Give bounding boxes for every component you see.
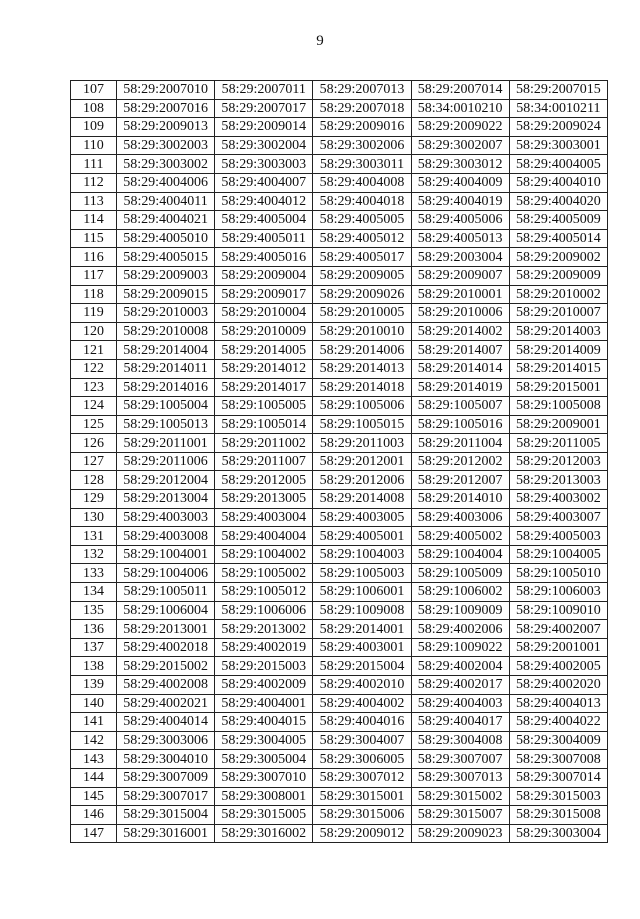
row-number-cell: 145	[71, 787, 117, 806]
cadastral-number-cell: 58:29:2015001	[509, 378, 607, 397]
cadastral-number-cell: 58:29:1004004	[411, 545, 509, 564]
row-number-cell: 113	[71, 192, 117, 211]
table-row	[71, 136, 608, 155]
cadastral-number-cell: 58:29:4003008	[117, 527, 215, 546]
row-number-cell: 109	[71, 118, 117, 137]
table-row	[71, 359, 608, 378]
table-row	[71, 787, 608, 806]
cadastral-number-cell: 58:29:1004005	[509, 545, 607, 564]
cadastral-number-cell: 58:29:2010001	[411, 285, 509, 304]
cadastral-number-cell: 58:29:1006002	[411, 583, 509, 602]
cadastral-number-cell: 58:29:4004006	[117, 173, 215, 192]
table-row	[71, 750, 608, 769]
cadastral-number-cell: 58:29:4004022	[509, 713, 607, 732]
row-number-cell: 127	[71, 452, 117, 471]
cadastral-number-cell: 58:29:2012001	[313, 452, 411, 471]
cadastral-number-cell: 58:29:1005008	[509, 397, 607, 416]
cadastral-number-cell: 58:29:2009023	[411, 824, 509, 843]
cadastral-number-cell: 58:29:2003004	[411, 248, 509, 267]
cadastral-numbers-table	[70, 80, 608, 843]
cadastral-number-cell: 58:29:4005016	[215, 248, 313, 267]
cadastral-number-cell: 58:29:3003004	[509, 824, 607, 843]
row-number-cell: 120	[71, 322, 117, 341]
table-row	[71, 341, 608, 360]
cadastral-number-cell: 58:29:4004020	[509, 192, 607, 211]
cadastral-number-cell: 58:29:3016001	[117, 824, 215, 843]
cadastral-number-cell: 58:29:2009013	[117, 118, 215, 137]
cadastral-number-cell: 58:29:2009016	[313, 118, 411, 137]
table-row	[71, 676, 608, 695]
cadastral-number-cell: 58:29:3003003	[215, 155, 313, 174]
cadastral-number-cell: 58:29:3003012	[411, 155, 509, 174]
cadastral-number-cell: 58:29:2009014	[215, 118, 313, 137]
cadastral-number-cell: 58:29:4004002	[313, 694, 411, 713]
cadastral-number-cell: 58:29:3015004	[117, 806, 215, 825]
cadastral-number-cell: 58:29:1009010	[509, 601, 607, 620]
cadastral-number-cell: 58:29:1005011	[117, 583, 215, 602]
cadastral-number-cell: 58:29:1006003	[509, 583, 607, 602]
cadastral-number-cell: 58:29:2015003	[215, 657, 313, 676]
table-row	[71, 81, 608, 100]
row-number-cell: 141	[71, 713, 117, 732]
row-number-cell: 117	[71, 266, 117, 285]
cadastral-number-cell: 58:29:2009024	[509, 118, 607, 137]
row-number-cell: 146	[71, 806, 117, 825]
cadastral-number-cell: 58:29:2011004	[411, 434, 509, 453]
cadastral-number-cell: 58:29:1004006	[117, 564, 215, 583]
cadastral-number-cell: 58:29:3003006	[117, 731, 215, 750]
cadastral-number-cell: 58:29:2014008	[313, 490, 411, 509]
cadastral-number-cell: 58:29:4004013	[509, 694, 607, 713]
cadastral-number-cell: 58:29:2010006	[411, 304, 509, 323]
cadastral-number-cell: 58:29:2012004	[117, 471, 215, 490]
cadastral-number-cell: 58:29:3004009	[509, 731, 607, 750]
row-number-cell: 107	[71, 81, 117, 100]
cadastral-number-cell: 58:29:4005006	[411, 211, 509, 230]
row-number-cell: 123	[71, 378, 117, 397]
row-number-cell: 114	[71, 211, 117, 230]
cadastral-number-cell: 58:29:3007010	[215, 768, 313, 787]
cadastral-number-cell: 58:29:2009005	[313, 266, 411, 285]
cadastral-number-cell: 58:29:2014019	[411, 378, 509, 397]
cadastral-number-cell: 58:29:2007010	[117, 81, 215, 100]
cadastral-number-cell: 58:29:1005012	[215, 583, 313, 602]
cadastral-number-cell: 58:29:3007008	[509, 750, 607, 769]
table-row	[71, 471, 608, 490]
cadastral-number-cell: 58:29:2014018	[313, 378, 411, 397]
table-row	[71, 118, 608, 137]
table-row	[71, 731, 608, 750]
cadastral-number-cell: 58:29:4002006	[411, 620, 509, 639]
cadastral-number-cell: 58:29:2014013	[313, 359, 411, 378]
table-row	[71, 415, 608, 434]
cadastral-number-cell: 58:29:1005009	[411, 564, 509, 583]
cadastral-number-cell: 58:29:4002008	[117, 676, 215, 695]
row-number-cell: 134	[71, 583, 117, 602]
cadastral-number-cell: 58:29:4003006	[411, 508, 509, 527]
cadastral-number-cell: 58:29:4004012	[215, 192, 313, 211]
row-number-cell: 118	[71, 285, 117, 304]
row-number-cell: 131	[71, 527, 117, 546]
cadastral-number-cell: 58:29:4005013	[411, 229, 509, 248]
cadastral-number-cell: 58:29:2014006	[313, 341, 411, 360]
row-number-cell: 135	[71, 601, 117, 620]
cadastral-number-cell: 58:29:4003007	[509, 508, 607, 527]
table-row	[71, 713, 608, 732]
cadastral-number-cell: 58:29:2007014	[411, 81, 509, 100]
cadastral-number-cell: 58:29:2013004	[117, 490, 215, 509]
table-row	[71, 564, 608, 583]
cadastral-number-cell: 58:29:2011005	[509, 434, 607, 453]
cadastral-number-cell: 58:29:2007013	[313, 81, 411, 100]
cadastral-number-cell: 58:29:4002005	[509, 657, 607, 676]
table-row	[71, 266, 608, 285]
table-row	[71, 304, 608, 323]
cadastral-number-cell: 58:29:4005004	[215, 211, 313, 230]
cadastral-number-cell: 58:29:2010007	[509, 304, 607, 323]
cadastral-number-cell: 58:29:3015002	[411, 787, 509, 806]
cadastral-number-cell: 58:29:2001001	[509, 638, 607, 657]
cadastral-number-cell: 58:29:2007018	[313, 99, 411, 118]
row-number-cell: 138	[71, 657, 117, 676]
cadastral-number-cell: 58:29:2014005	[215, 341, 313, 360]
row-number-cell: 110	[71, 136, 117, 155]
cadastral-number-cell: 58:29:3002004	[215, 136, 313, 155]
cadastral-number-cell: 58:29:2009001	[509, 415, 607, 434]
cadastral-number-cell: 58:29:4003005	[313, 508, 411, 527]
table-row	[71, 583, 608, 602]
cadastral-number-cell: 58:29:2010008	[117, 322, 215, 341]
cadastral-number-cell: 58:29:4004009	[411, 173, 509, 192]
cadastral-number-cell: 58:29:3007009	[117, 768, 215, 787]
cadastral-number-cell: 58:29:2014001	[313, 620, 411, 639]
cadastral-number-cell: 58:29:1005014	[215, 415, 313, 434]
cadastral-number-cell: 58:29:2014003	[509, 322, 607, 341]
cadastral-number-cell: 58:29:2014009	[509, 341, 607, 360]
cadastral-number-cell: 58:29:4002007	[509, 620, 607, 639]
cadastral-number-cell: 58:29:2010002	[509, 285, 607, 304]
cadastral-number-cell: 58:29:1005015	[313, 415, 411, 434]
table-row	[71, 694, 608, 713]
table-row	[71, 508, 608, 527]
table-row	[71, 638, 608, 657]
cadastral-number-cell: 58:29:1006006	[215, 601, 313, 620]
cadastral-number-cell: 58:29:2010004	[215, 304, 313, 323]
cadastral-number-cell: 58:29:2011003	[313, 434, 411, 453]
cadastral-number-cell: 58:29:4002019	[215, 638, 313, 657]
cadastral-number-cell: 58:29:2009015	[117, 285, 215, 304]
cadastral-number-cell: 58:29:3004007	[313, 731, 411, 750]
table-row	[71, 824, 608, 843]
table-row	[71, 545, 608, 564]
cadastral-number-cell: 58:29:2014012	[215, 359, 313, 378]
cadastral-number-cell: 58:29:4002021	[117, 694, 215, 713]
cadastral-number-cell: 58:29:1005006	[313, 397, 411, 416]
cadastral-number-cell: 58:29:3005004	[215, 750, 313, 769]
cadastral-number-cell: 58:29:3003011	[313, 155, 411, 174]
cadastral-number-cell: 58:34:0010210	[411, 99, 509, 118]
cadastral-number-cell: 58:29:2012006	[313, 471, 411, 490]
cadastral-number-cell: 58:34:0010211	[509, 99, 607, 118]
table-row	[71, 397, 608, 416]
cadastral-number-cell: 58:29:3003002	[117, 155, 215, 174]
cadastral-number-cell: 58:29:2013002	[215, 620, 313, 639]
cadastral-number-cell: 58:29:3002006	[313, 136, 411, 155]
cadastral-number-cell: 58:29:3015007	[411, 806, 509, 825]
row-number-cell: 129	[71, 490, 117, 509]
cadastral-number-cell: 58:29:2009004	[215, 266, 313, 285]
cadastral-number-cell: 58:29:2014004	[117, 341, 215, 360]
cadastral-number-cell: 58:29:2010003	[117, 304, 215, 323]
row-number-cell: 108	[71, 99, 117, 118]
table-row	[71, 229, 608, 248]
cadastral-number-cell: 58:29:2012007	[411, 471, 509, 490]
cadastral-number-cell: 58:29:4005017	[313, 248, 411, 267]
row-number-cell: 116	[71, 248, 117, 267]
cadastral-number-cell: 58:29:1009022	[411, 638, 509, 657]
cadastral-number-cell: 58:29:2012003	[509, 452, 607, 471]
cadastral-number-cell: 58:29:4004010	[509, 173, 607, 192]
cadastral-number-cell: 58:29:2010010	[313, 322, 411, 341]
cadastral-number-cell: 58:29:2012005	[215, 471, 313, 490]
cadastral-number-cell: 58:29:4004003	[411, 694, 509, 713]
cadastral-number-cell: 58:29:4005001	[313, 527, 411, 546]
row-number-cell: 124	[71, 397, 117, 416]
cadastral-number-cell: 58:29:4004008	[313, 173, 411, 192]
row-number-cell: 125	[71, 415, 117, 434]
cadastral-number-cell: 58:29:2011007	[215, 452, 313, 471]
table-row	[71, 248, 608, 267]
cadastral-number-cell: 58:29:2011002	[215, 434, 313, 453]
cadastral-number-cell: 58:29:2015002	[117, 657, 215, 676]
cadastral-number-cell: 58:29:3015008	[509, 806, 607, 825]
cadastral-number-cell: 58:29:4005009	[509, 211, 607, 230]
row-number-cell: 139	[71, 676, 117, 695]
cadastral-number-cell: 58:29:2009002	[509, 248, 607, 267]
row-number-cell: 144	[71, 768, 117, 787]
cadastral-number-cell: 58:29:4004011	[117, 192, 215, 211]
cadastral-number-cell: 58:29:4004004	[215, 527, 313, 546]
cadastral-number-cell: 58:29:2013003	[509, 471, 607, 490]
table-row	[71, 620, 608, 639]
table-row	[71, 173, 608, 192]
cadastral-number-cell: 58:29:2014011	[117, 359, 215, 378]
cadastral-number-cell: 58:29:4005010	[117, 229, 215, 248]
table-row	[71, 657, 608, 676]
row-number-cell: 126	[71, 434, 117, 453]
table-row	[71, 211, 608, 230]
cadastral-number-cell: 58:29:2014002	[411, 322, 509, 341]
cadastral-number-cell: 58:29:4003001	[313, 638, 411, 657]
cadastral-number-cell: 58:29:4004001	[215, 694, 313, 713]
cadastral-number-cell: 58:29:4003004	[215, 508, 313, 527]
cadastral-number-cell: 58:29:2010005	[313, 304, 411, 323]
cadastral-number-cell: 58:29:1009009	[411, 601, 509, 620]
cadastral-number-cell: 58:29:1005003	[313, 564, 411, 583]
cadastral-number-cell: 58:29:4004018	[313, 192, 411, 211]
cadastral-number-cell: 58:29:3003001	[509, 136, 607, 155]
cadastral-number-cell: 58:29:2009017	[215, 285, 313, 304]
row-number-cell: 143	[71, 750, 117, 769]
cadastral-number-cell: 58:29:3015005	[215, 806, 313, 825]
row-number-cell: 130	[71, 508, 117, 527]
cadastral-number-cell: 58:29:3015003	[509, 787, 607, 806]
cadastral-number-cell: 58:29:4002010	[313, 676, 411, 695]
cadastral-number-cell: 58:29:2011006	[117, 452, 215, 471]
cadastral-number-cell: 58:29:4002020	[509, 676, 607, 695]
row-number-cell: 128	[71, 471, 117, 490]
cadastral-number-cell: 58:29:4004014	[117, 713, 215, 732]
row-number-cell: 133	[71, 564, 117, 583]
cadastral-number-cell: 58:29:2009003	[117, 266, 215, 285]
cadastral-number-cell: 58:29:2007015	[509, 81, 607, 100]
row-number-cell: 121	[71, 341, 117, 360]
page-number: 9	[316, 33, 324, 49]
row-number-cell: 132	[71, 545, 117, 564]
cadastral-number-cell: 58:29:3007012	[313, 768, 411, 787]
table-body	[71, 81, 608, 843]
cadastral-number-cell: 58:29:1005007	[411, 397, 509, 416]
row-number-cell: 136	[71, 620, 117, 639]
cadastral-number-cell: 58:29:3007007	[411, 750, 509, 769]
cadastral-number-cell: 58:29:4002009	[215, 676, 313, 695]
cadastral-number-cell: 58:29:1004002	[215, 545, 313, 564]
cadastral-number-cell: 58:29:2009026	[313, 285, 411, 304]
row-number-cell: 115	[71, 229, 117, 248]
cadastral-number-cell: 58:29:3016002	[215, 824, 313, 843]
cadastral-number-cell: 58:29:3007013	[411, 768, 509, 787]
cadastral-number-cell: 58:29:4005015	[117, 248, 215, 267]
cadastral-number-cell: 58:29:4004007	[215, 173, 313, 192]
cadastral-number-cell: 58:29:4005014	[509, 229, 607, 248]
cadastral-number-cell: 58:29:2007016	[117, 99, 215, 118]
cadastral-number-cell: 58:29:2007011	[215, 81, 313, 100]
cadastral-number-cell: 58:29:1005002	[215, 564, 313, 583]
cadastral-number-cell: 58:29:4002017	[411, 676, 509, 695]
table-row	[71, 806, 608, 825]
cadastral-number-cell: 58:29:3015001	[313, 787, 411, 806]
table-row	[71, 192, 608, 211]
cadastral-number-cell: 58:29:1006001	[313, 583, 411, 602]
table-row	[71, 322, 608, 341]
cadastral-number-cell: 58:29:2011001	[117, 434, 215, 453]
table-row	[71, 285, 608, 304]
row-number-cell: 147	[71, 824, 117, 843]
cadastral-number-cell: 58:29:2014015	[509, 359, 607, 378]
table-row	[71, 155, 608, 174]
cadastral-number-cell: 58:29:2009012	[313, 824, 411, 843]
cadastral-number-cell: 58:29:2014014	[411, 359, 509, 378]
cadastral-number-cell: 58:29:3002003	[117, 136, 215, 155]
cadastral-number-cell: 58:29:2009022	[411, 118, 509, 137]
cadastral-number-cell: 58:29:2014017	[215, 378, 313, 397]
cadastral-number-cell: 58:29:2010009	[215, 322, 313, 341]
cadastral-number-cell: 58:29:4002004	[411, 657, 509, 676]
cadastral-number-cell: 58:29:4005002	[411, 527, 509, 546]
cadastral-number-cell: 58:29:1005013	[117, 415, 215, 434]
cadastral-number-cell: 58:29:4002018	[117, 638, 215, 657]
cadastral-number-cell: 58:29:2013001	[117, 620, 215, 639]
table-row	[71, 99, 608, 118]
cadastral-number-cell: 58:29:2015004	[313, 657, 411, 676]
cadastral-number-cell: 58:29:4005003	[509, 527, 607, 546]
cadastral-number-cell: 58:29:4005005	[313, 211, 411, 230]
table-row	[71, 601, 608, 620]
cadastral-number-cell: 58:29:1005010	[509, 564, 607, 583]
cadastral-number-cell: 58:29:2009007	[411, 266, 509, 285]
table-row	[71, 378, 608, 397]
cadastral-number-cell: 58:29:3008001	[215, 787, 313, 806]
cadastral-number-cell: 58:29:3007017	[117, 787, 215, 806]
cadastral-number-cell: 58:29:2014007	[411, 341, 509, 360]
cadastral-number-cell: 58:29:4004021	[117, 211, 215, 230]
table-row	[71, 490, 608, 509]
cadastral-number-cell: 58:29:3007014	[509, 768, 607, 787]
cadastral-number-cell: 58:29:3006005	[313, 750, 411, 769]
cadastral-number-cell: 58:29:4005011	[215, 229, 313, 248]
cadastral-number-cell: 58:29:2007017	[215, 99, 313, 118]
cadastral-number-cell: 58:29:4004005	[509, 155, 607, 174]
cadastral-number-cell: 58:29:4005012	[313, 229, 411, 248]
cadastral-number-cell: 58:29:2014010	[411, 490, 509, 509]
cadastral-number-cell: 58:29:3004010	[117, 750, 215, 769]
cadastral-number-cell: 58:29:1005016	[411, 415, 509, 434]
cadastral-number-cell: 58:29:2009009	[509, 266, 607, 285]
row-number-cell: 142	[71, 731, 117, 750]
cadastral-number-cell: 58:29:2014016	[117, 378, 215, 397]
table-row	[71, 527, 608, 546]
cadastral-number-cell: 58:29:1006004	[117, 601, 215, 620]
cadastral-number-cell: 58:29:3004005	[215, 731, 313, 750]
cadastral-number-cell: 58:29:2012002	[411, 452, 509, 471]
cadastral-number-cell: 58:29:4003003	[117, 508, 215, 527]
table-row	[71, 434, 608, 453]
cadastral-number-cell: 58:29:1004003	[313, 545, 411, 564]
cadastral-number-cell: 58:29:4004015	[215, 713, 313, 732]
cadastral-number-cell: 58:29:4003002	[509, 490, 607, 509]
cadastral-number-cell: 58:29:1005005	[215, 397, 313, 416]
cadastral-number-cell: 58:29:4004017	[411, 713, 509, 732]
table-row	[71, 768, 608, 787]
row-number-cell: 112	[71, 173, 117, 192]
cadastral-number-cell: 58:29:1009008	[313, 601, 411, 620]
cadastral-number-cell: 58:29:3015006	[313, 806, 411, 825]
row-number-cell: 122	[71, 359, 117, 378]
cadastral-number-cell: 58:29:1004001	[117, 545, 215, 564]
table-row	[71, 452, 608, 471]
row-number-cell: 140	[71, 694, 117, 713]
cadastral-number-cell: 58:29:3004008	[411, 731, 509, 750]
cadastral-number-cell: 58:29:4004019	[411, 192, 509, 211]
cadastral-number-cell: 58:29:3002007	[411, 136, 509, 155]
cadastral-number-cell: 58:29:1005004	[117, 397, 215, 416]
row-number-cell: 119	[71, 304, 117, 323]
cadastral-number-cell: 58:29:4004016	[313, 713, 411, 732]
row-number-cell: 137	[71, 638, 117, 657]
cadastral-number-cell: 58:29:2013005	[215, 490, 313, 509]
row-number-cell: 111	[71, 155, 117, 174]
